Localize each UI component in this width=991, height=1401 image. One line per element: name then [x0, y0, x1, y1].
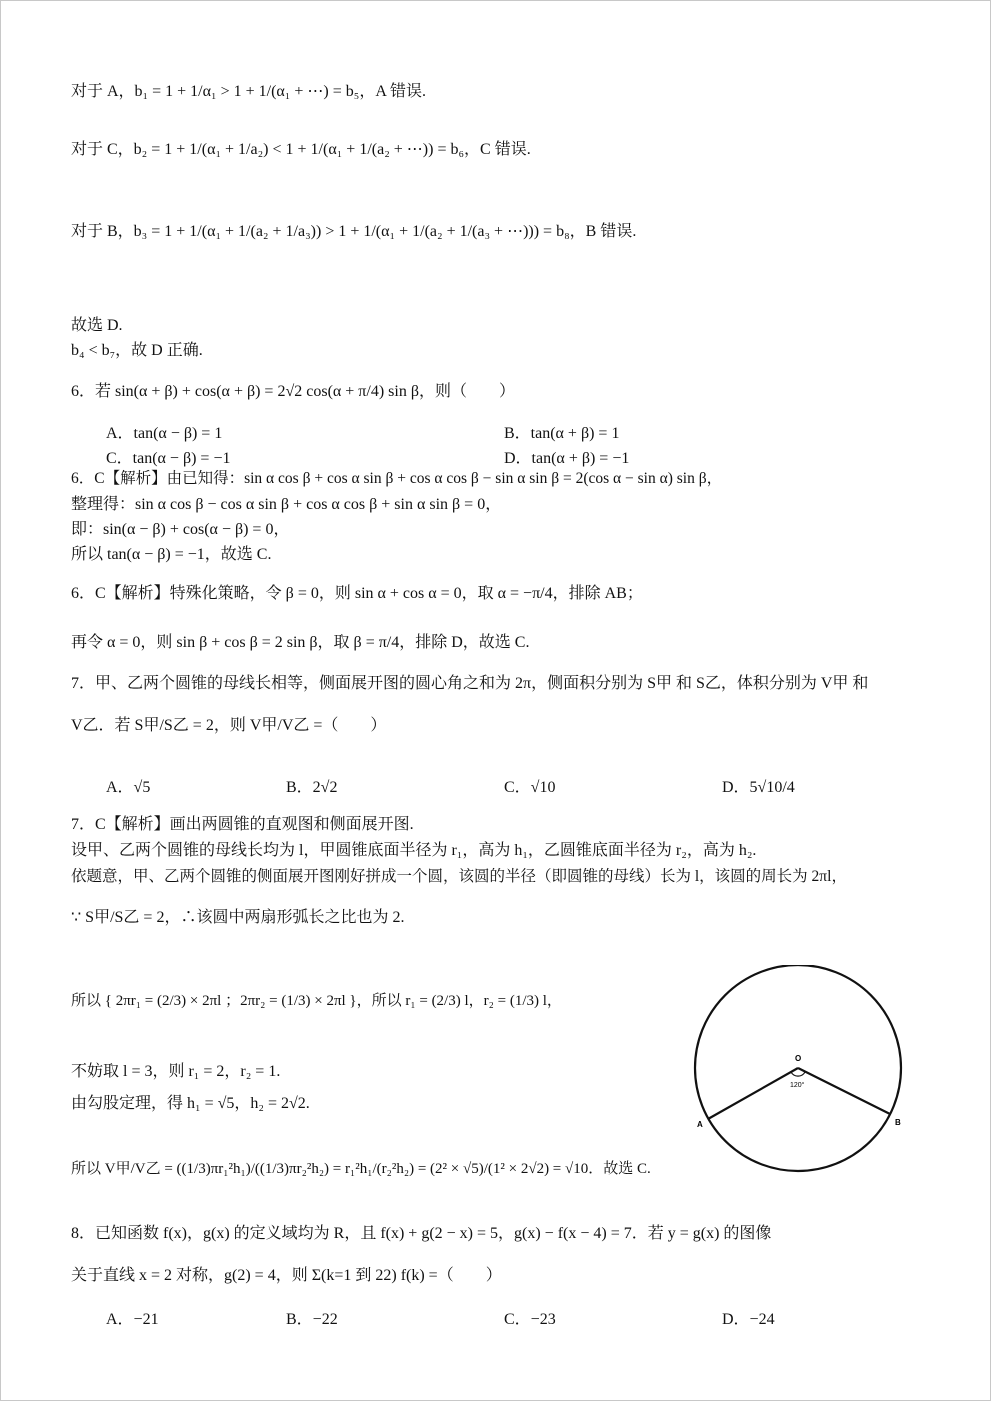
q6-solution2-line1: 6．C【解析】特殊化策略，令 β = 0，则 sin α + cos α = 0，取 α = −π/4，排除 AB；: [71, 585, 643, 602]
q7-option-c: C．√10: [504, 779, 556, 796]
angle-arc: [791, 1072, 805, 1076]
analysis-option-a: 对于 A，b₁ = 1 + 1/α₁ > 1 + 1/(α₁ + ⋯) = b₅，A 错误.: [71, 83, 426, 100]
q7-solution-line6: 不妨取 l = 3，则 r₁ = 2，r₂ = 1.: [71, 1063, 281, 1080]
q6-option-a: A．tan(α − β) = 1: [106, 425, 223, 442]
radius-ob: [798, 1068, 890, 1114]
conclusion-choose-d: 故选 D.: [71, 317, 123, 334]
q7-solution-line3: 依题意，甲、乙两个圆锥的侧面展开图刚好拼成一个圆，该圆的半径（即圆锥的母线）长为 l，该圆的周长为 2πl，: [71, 868, 847, 885]
q6-option-c: C．tan(α − β) = −1: [106, 450, 231, 467]
q7-solution-line8: 所以 V甲/V乙 = ((1/3)πr₁²h₁)/((1/3)πr₂²h₂) = r₁²h₁/(r₂²h₂) = (2² × √5)/(1² × 2√2) = √10．故选 C.: [71, 1161, 651, 1177]
q8-option-b: B．−22: [286, 1311, 338, 1328]
label-angle: 120°: [790, 1082, 805, 1089]
q6-option-d: D．tan(α + β) = −1: [504, 450, 630, 467]
q8-option-d: D．−24: [722, 1311, 775, 1328]
q6-solution2-line2: 再令 α = 0，则 sin β + cos β = 2 sin β，取 β = π/4，排除 D，故选 C.: [71, 634, 530, 651]
label-b: B: [895, 1118, 901, 1127]
sector-diagram: [690, 965, 920, 1180]
q6-solution1-line2: 整理得：sin α cos β − cos α sin β + cos α cos β + sin α sin β = 0，: [71, 496, 502, 513]
q7-option-b: B．2√2: [286, 779, 338, 796]
q7-solution-line2: 设甲、乙两个圆锥的母线长均为 l，甲圆锥底面半径为 r₁，高为 h₁，乙圆锥底面半径为 r₂，高为 h₂.: [71, 842, 757, 859]
q7-solution-line5: 所以 { 2πr₁ = (2/3) × 2πl ；2πr₂ = (1/3) × 2πl }，所以 r₁ = (2/3) l，r₂ = (1/3) l，: [71, 993, 562, 1009]
q7-stem-line1: 7．甲、乙两个圆锥的母线长相等，侧面展开图的圆心角之和为 2π，侧面积分别为 S甲 和 S乙，体积分别为 V甲 和: [71, 675, 869, 692]
q8-option-c: C．−23: [504, 1311, 556, 1328]
analysis-option-c: 对于 C，b₂ = 1 + 1/(α₁ + 1/a₂) < 1 + 1/(α₁ + 1/(a₂ + ⋯)) = b₆，C 错误.: [71, 141, 531, 158]
q7-stem-line2: V乙．若 S甲/S乙 = 2，则 V甲/V乙 =（ ）: [71, 717, 387, 734]
q6-solution1-line3: 即：sin(α − β) + cos(α − β) = 0，: [71, 521, 290, 538]
radius-oa: [708, 1068, 798, 1119]
q6-stem: 6．若 sin(α + β) + cos(α + β) = 2√2 cos(α + π/4) sin β，则（ ）: [71, 383, 515, 400]
q8-option-a: A．−21: [106, 1311, 159, 1328]
q8-stem-line2: 关于直线 x = 2 对称，g(2) = 4，则 Σ(k=1 到 22) f(k) =（ ）: [71, 1267, 502, 1284]
q6-solution1-line4: 所以 tan(α − β) = −1，故选 C.: [71, 546, 272, 563]
q8-stem-line1: 8．已知函数 f(x)，g(x) 的定义域均为 R，且 f(x) + g(2 − x) = 5，g(x) − f(x − 4) = 7．若 y = g(x) 的图像: [71, 1225, 772, 1242]
q7-option-d: D．5√10/4: [722, 779, 795, 796]
q7-option-a: A．√5: [106, 779, 151, 796]
q6-solution1-line1: 6．C【解析】由已知得：sin α cos β + cos α sin β + cos α cos β − sin α sin β = 2(cos α − sin α) sin β，: [71, 470, 723, 487]
q7-solution-line7: 由勾股定理，得 h₁ = √5，h₂ = 2√2.: [71, 1095, 310, 1112]
label-a: A: [697, 1120, 703, 1129]
q6-option-b: B．tan(α + β) = 1: [504, 425, 620, 442]
q7-solution-line4: ∵ S甲/S乙 = 2，∴该圆中两扇形弧长之比也为 2.: [71, 909, 405, 926]
d-correct-line: b₄ < b₇，故 D 正确.: [71, 342, 203, 359]
q7-solution-line1: 7．C【解析】画出两圆锥的直观图和侧面展开图.: [71, 816, 414, 833]
label-o: O: [795, 1054, 802, 1063]
analysis-option-b: 对于 B，b₃ = 1 + 1/(α₁ + 1/(a₂ + 1/a₃)) > 1 + 1/(α₁ + 1/(a₂ + 1/(a₃ + ⋯))) = b₈，B 错误.: [71, 223, 637, 240]
